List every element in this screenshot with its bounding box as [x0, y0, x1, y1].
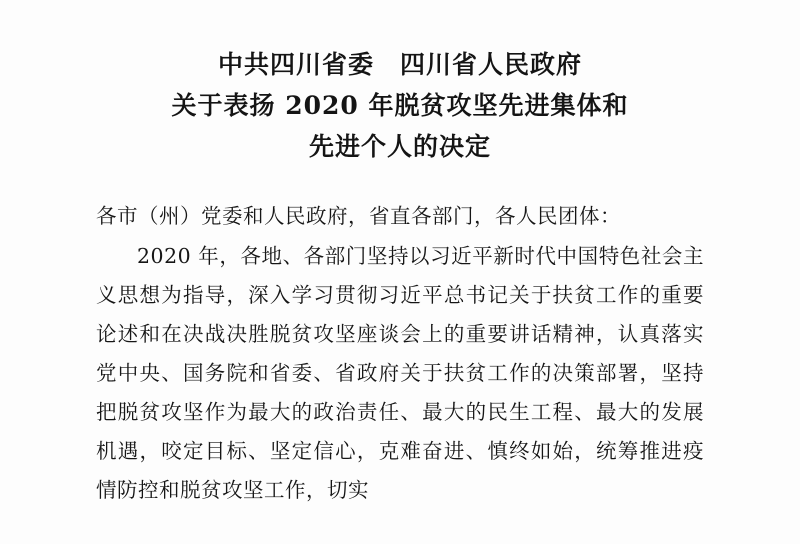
title-line-2: 关于表扬 2020 年脱贫攻坚先进集体和	[171, 91, 629, 120]
salutation: 各市（州）党委和人民政府，省直各部门，各人民团体：	[96, 204, 621, 228]
body-paragraph-1: 2020 年，各地、各部门坚持以习近平新时代中国特色社会主义思想为指导，深入学习贯彻习近平总书记关于扶贫工作的重要论述和在决战决胜脱贫攻坚座谈会上的重要讲话精神，认真落实党中央、国务院和省委、省政府关于扶贫工作的决策部署，坚持把脱贫攻坚作为最大的政治责任、最大的民生工程、最大的发展机遇，咬定目标、坚定信心，克难奋进、慎终如始，统筹推进疫情防控和脱贫攻坚工作，切实	[96, 244, 704, 502]
document-body	[96, 197, 704, 510]
title-issuer-party: 中共四川省委	[217, 50, 374, 79]
title-line-1	[96, 44, 704, 85]
title-line-3: 先进个人的决定	[308, 132, 491, 161]
document-title	[96, 44, 704, 167]
title-issuer-government: 四川省人民政府	[400, 50, 583, 79]
